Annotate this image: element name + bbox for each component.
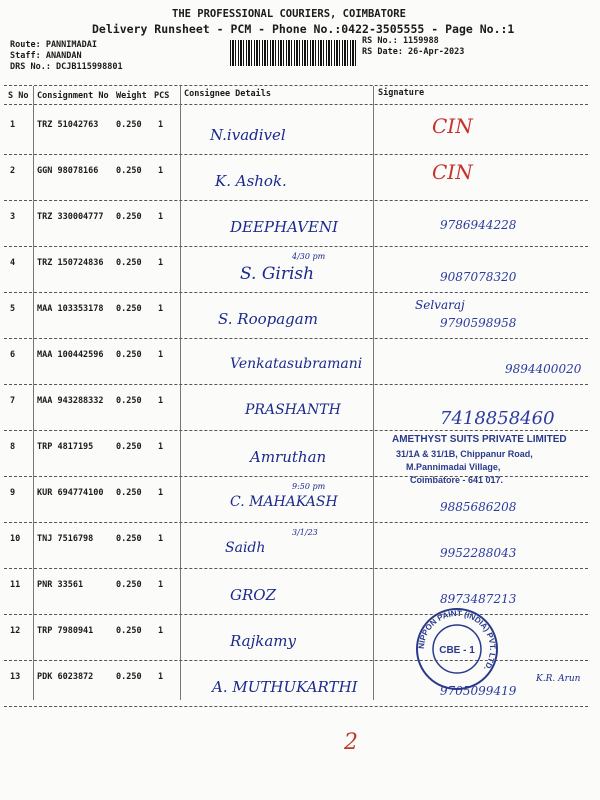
row-consignee-name: Rajkamy [230,632,296,650]
row-sno: 1 [10,120,16,130]
row-consignment: MAA 103353178 [37,304,104,314]
row-consignment: PDK 6023872 [37,672,94,682]
row-divider [4,200,588,201]
row-consignee-name: C. MAHAKASH [230,494,338,510]
rs-date: RS Date: 26-Apr-2023 [362,47,465,57]
row-divider [4,430,588,431]
row-consignee-name: Venkatasubramani [230,356,363,372]
row-consignee-name: S. Roopagam [218,310,318,328]
row-weight: 0.250 [116,166,142,176]
col-consignment: Consignment No [37,91,109,101]
row-pcs: 1 [158,212,164,222]
row-pcs: 1 [158,396,164,406]
row-pcs: 1 [158,580,164,590]
page-mark: 2 [344,730,358,755]
row-note: 9:50 pm [292,482,326,491]
col-sno: S No [8,91,29,101]
row-note: Selvaraj [415,298,465,312]
row-sno: 5 [10,304,16,314]
company-stamp [392,434,582,485]
row-weight: 0.250 [116,304,142,314]
row-pcs: 1 [158,534,164,544]
row-signature: 8973487213 [440,592,517,606]
row-divider [4,660,588,661]
row-consignee-name: Amruthan [250,448,327,466]
col-divider-3 [373,86,374,700]
runsheet-title: Delivery Runsheet - PCM - Phone No.:0422-3505555 - Page No.:1 [92,22,515,36]
row-pcs: 1 [158,488,164,498]
row-weight: 0.250 [116,120,142,130]
row-consignee-name: K. Ashok. [215,172,287,190]
row-consignment: MAA 943288332 [37,396,104,406]
row-consignment: PNR 33561 [37,580,84,590]
row-divider [4,522,588,523]
row-consignment: TNJ 7516798 [37,534,94,544]
seal-outer-text: NIPPON PAINT (INDIA) PVT. LTD. [416,608,498,673]
row-consignment: TRZ 330004777 [37,212,104,222]
row-divider [4,706,588,707]
row-consignment: MAA 100442596 [37,350,104,360]
row-sno: 8 [10,442,16,452]
row-signature: 7418858460 [440,408,555,429]
row-divider [4,246,588,247]
row-weight: 0.250 [116,488,142,498]
row-weight: 0.250 [116,212,142,222]
row-signature: 9705099419 [440,684,517,698]
row-consignment: GGN 98078166 [37,166,99,176]
row-sno: 6 [10,350,16,360]
row-sno: 3 [10,212,16,222]
row-pcs: 1 [158,120,164,130]
stamp-line-2: 31/1A & 31/1B, Chippanur Road, [396,449,533,459]
barcode [230,40,356,66]
row-consignee-name: GROZ [230,586,276,604]
drs-number: DRS No.: DCJB115998801 [10,62,123,72]
row-divider [4,568,588,569]
col-pcs: PCS [154,91,170,101]
row-consignee-name: S. Girish [240,264,315,284]
row-pcs: 1 [158,258,164,268]
row-weight: 0.250 [116,442,142,452]
col-weight: Weight [116,91,147,101]
row-divider [4,614,588,615]
col-divider-1 [33,86,34,700]
row-note: K.R. Arun [536,674,581,684]
company-name: THE PROFESSIONAL COURIERS, COIMBATORE [172,8,406,20]
row-pcs: 1 [158,626,164,636]
row-pcs: 1 [158,304,164,314]
row-signature: 9087078320 [440,270,517,284]
row-consignee-name: A. MUTHUKARTHI [212,678,358,696]
row-signature: 9894400020 [505,362,582,376]
row-signature: 9786944228 [440,218,517,232]
stamp-line-1: AMETHYST SUITS PRIVATE LIMITED [392,434,567,445]
row-sno: 9 [10,488,16,498]
row-sno: 12 [10,626,21,636]
row-consignment: TRZ 51042763 [37,120,99,130]
row-note: 3/1/23 [292,528,318,537]
col-divider-2 [180,86,181,700]
row-signature: 9790598958 [440,316,517,330]
row-sno: 13 [10,672,21,682]
header-rule-top [4,85,588,86]
row-sno: 7 [10,396,16,406]
row-sno: 2 [10,166,16,176]
row-consignee-name: PRASHANTH [245,402,341,418]
route: Route: PANNIMADAI [10,40,97,50]
row-consignee-name: N.ivadivel [210,126,286,144]
row-weight: 0.250 [116,396,142,406]
row-sno: 10 [10,534,21,544]
row-weight: 0.250 [116,626,142,636]
row-signature: 9952288043 [440,546,517,560]
row-consignment: TRP 7980941 [37,626,94,636]
row-weight: 0.250 [116,580,142,590]
row-consignment: TRP 4817195 [37,442,94,452]
row-weight: 0.250 [116,258,142,268]
rs-number: RS No.: 1159988 [362,36,439,46]
row-signature: CIN [432,160,473,184]
row-consignment: TRZ 150724836 [37,258,104,268]
row-sno: 4 [10,258,16,268]
seal-inner-text: CBE - 1 [439,645,475,656]
col-consignee-details: Consignee Details [184,89,271,99]
header-rule-bottom [4,104,588,105]
row-weight: 0.250 [116,350,142,360]
row-weight: 0.250 [116,672,142,682]
row-pcs: 1 [158,672,164,682]
row-pcs: 1 [158,442,164,452]
row-divider [4,154,588,155]
row-divider [4,384,588,385]
row-signature: 9885686208 [440,500,517,514]
round-seal [414,606,500,692]
stamp-line-4: Coimbatore - 641 017. [410,475,504,485]
row-sno: 11 [10,580,21,590]
row-signature: CIN [432,114,473,138]
row-weight: 0.250 [116,534,142,544]
staff: Staff: ANANDAN [10,51,82,61]
row-note: 4/30 pm [292,252,326,261]
row-pcs: 1 [158,166,164,176]
row-consignee-name: DEEPHAVENI [230,218,339,236]
row-divider [4,338,588,339]
row-divider [4,292,588,293]
stamp-line-3: M.Pannimadai Village, [406,462,501,472]
row-consignment: KUR 694774100 [37,488,104,498]
col-signature: Signature [378,88,425,98]
row-consignee-name: Saidh [225,540,266,556]
row-pcs: 1 [158,350,164,360]
